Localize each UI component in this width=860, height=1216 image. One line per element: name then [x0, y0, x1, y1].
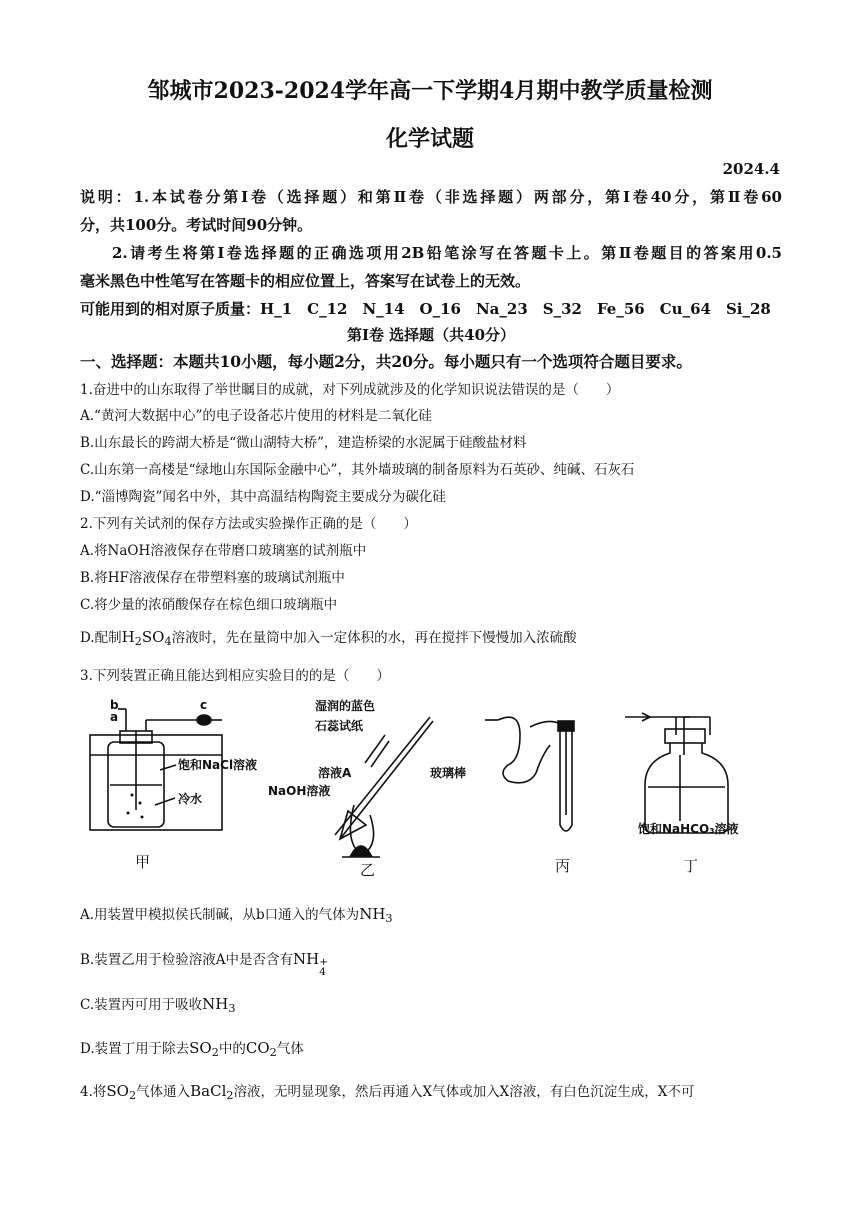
q2-stem: 2.下列有关试剂的保存方法或实验操作正确的是（ ） [80, 516, 417, 532]
atomic-masses-values: H_1 C_12 N_14 O_16 Na_23 S_32 Fe_56 Cu_64 Si_28 [260, 300, 771, 318]
q2-d-suffix: 溶液时，先在量筒中加入一定体积的水，再在搅拌下慢慢加入浓硫酸 [171, 630, 577, 646]
notes-line-2: 分，共100分。考试时间90分钟。 [80, 216, 313, 234]
q2-option-d [80, 626, 782, 648]
section1-header: 第Ⅰ卷 选择题（共40分） [346, 326, 516, 344]
jia-label-c: c [200, 698, 208, 712]
q3-c-prefix: C.装置丙可用于吸收 [80, 997, 203, 1013]
exam-title: 邹城市2023-2024学年高一下学期4月期中教学质量检测 [147, 78, 713, 104]
q3-a-formula-main: NH [359, 905, 386, 923]
q2-option-c: C.将少量的浓硝酸保存在棕色细口玻璃瓶中 [80, 597, 338, 613]
yi-label-wet-litmus-2: 石蕊试纸 [315, 719, 364, 733]
q3-d-formula-1 [189, 1039, 219, 1057]
notes-line-1: 说明：1.本试卷分第Ⅰ卷（选择题）和第Ⅱ卷（非选择题）两部分，第Ⅰ卷40分，第Ⅱ卷60 [80, 188, 782, 206]
ding-caption: 丁 [683, 857, 699, 875]
jia-label-b: b [110, 698, 119, 712]
q2-d-formula-so: SO [141, 628, 165, 646]
yi-label-glass-rod: 玻璃棒 [430, 766, 467, 780]
q3-d-middle: 中的 [218, 1041, 246, 1057]
q1-option-d: D.“淄博陶瓷”闻名中外，其中高温结构陶瓷主要成分为碳化硅 [80, 489, 446, 505]
jia-label-saturated-nacl: 饱和NaCl溶液 [178, 758, 258, 772]
q1-option-c: C.山东第一高楼是“绿地山东国际金融中心”，其外墙玻璃的制备原料为石英砂、纯碱、石灰石 [80, 462, 635, 478]
q4-f1-main: SO [106, 1082, 129, 1100]
jia-label-a: a [110, 710, 119, 724]
q4-f2-main: BaCl [190, 1082, 227, 1100]
q4-middle: 气体通入 [136, 1084, 191, 1100]
jia-caption: 甲 [135, 853, 151, 871]
q3-option-a [80, 903, 782, 925]
q3-c-formula-main: NH [202, 995, 229, 1013]
apparatus-yi [335, 717, 433, 857]
q3-d-f2-sub: 2 [269, 1045, 277, 1059]
q4-f2-sub: 2 [226, 1088, 234, 1102]
apparatus-ding [625, 713, 728, 833]
q3-option-c [80, 993, 782, 1015]
apparatus-bing [485, 717, 574, 831]
atomic-masses [80, 298, 782, 319]
q4-prefix: 4.将 [80, 1084, 107, 1100]
yi-caption: 乙 [360, 861, 376, 879]
q1-option-a: A.“黄河大数据中心”的电子设备芯片使用的材料是二氧化硅 [80, 408, 432, 424]
q3-c-formula [202, 995, 235, 1013]
q2-d-formula-sub1: 2 [134, 634, 142, 648]
q3-b-formula-sup: + [319, 956, 328, 969]
q3-a-prefix: A.用装置甲模拟侯氏制碱，从b口通入的气体为 [80, 907, 360, 923]
q3-d-prefix: D.装置丁用于除去 [80, 1041, 190, 1057]
atomic-masses-label: 可能用到的相对原子质量： [80, 300, 261, 318]
exam-date: 2024.4 [722, 160, 780, 178]
q3-apparatus-figure [80, 695, 780, 885]
q4-formula-2 [190, 1082, 233, 1100]
q3-d-formula-2 [246, 1039, 277, 1057]
q4-suffix: 溶液，无明显现象，然后再通入X气体或加入X溶液，有白色沉淀生成，X不可 [233, 1084, 695, 1100]
q3-stem: 3.下列装置正确且能达到相应实验目的的是（ ） [80, 668, 390, 684]
q4-formula-1 [106, 1082, 136, 1100]
q3-d-f2-main: CO [245, 1039, 270, 1057]
q3-b-formula [292, 950, 330, 978]
section1-instructions: 一、选择题：本题共10小题，每小题2分，共20分。每小题只有一个选项符合题目要求。 [80, 352, 692, 371]
q3-option-d [80, 1037, 782, 1059]
notes-line-3: 2.请考生将第Ⅰ卷选择题的正确选项用2B铅笔涂写在答题卡上。第Ⅱ卷题目的答案用0.5 [112, 244, 782, 262]
ding-label-saturated-nahco3: 饱和NaHCO₃溶液 [638, 822, 739, 836]
jia-label-cold-water: 冷水 [178, 792, 203, 806]
q2-d-prefix: D.配制 [80, 630, 122, 646]
q3-option-b [80, 948, 782, 978]
notes-line-4: 毫米黑色中性笔写在答题卡的相应位置上，答案写在试卷上的无效。 [80, 272, 531, 290]
q4-stem [80, 1080, 782, 1102]
exam-subtitle: 化学试题 [385, 126, 474, 152]
q2-d-formula-sub2: 4 [164, 634, 172, 648]
bing-caption: 丙 [555, 857, 571, 875]
yi-label-naoh: NaOH溶液 [268, 784, 331, 798]
q3-b-formula-main: NH [292, 950, 320, 968]
q3-b-formula-sub: 4 [319, 965, 326, 978]
q2-option-b: B.将HF溶液保存在带塑料塞的玻璃试剂瓶中 [80, 570, 345, 586]
yi-label-wet-litmus-1: 湿润的蓝色 [315, 699, 376, 713]
q2-d-formula [122, 628, 172, 646]
q1-stem: 1.奋进中的山东取得了举世瞩目的成就，对下列成就涉及的化学知识说法错误的是（ ） [80, 382, 620, 398]
yi-label-solution-a: 溶液A [318, 766, 352, 780]
q3-d-suffix: 气体 [276, 1041, 304, 1057]
q3-b-prefix: B.装置乙用于检验溶液A中是否含有 [80, 952, 293, 968]
q2-d-formula-h: H [121, 628, 135, 646]
q2-option-a: A.将NaOH溶液保存在带磨口玻璃塞的试剂瓶中 [80, 543, 367, 559]
q1-option-b: B.山东最长的跨湖大桥是“微山湖特大桥”，建造桥梁的水泥属于硅酸盐材料 [80, 435, 527, 451]
q3-d-f1-sub: 2 [211, 1045, 219, 1059]
q4-f1-sub: 2 [128, 1088, 137, 1102]
q3-d-f1-main: SO [189, 1039, 212, 1057]
q3-a-formula-sub: 3 [385, 911, 393, 925]
q3-a-formula [359, 905, 392, 923]
q3-c-formula-sub: 3 [228, 1001, 236, 1015]
apparatus-diagram [80, 695, 780, 885]
